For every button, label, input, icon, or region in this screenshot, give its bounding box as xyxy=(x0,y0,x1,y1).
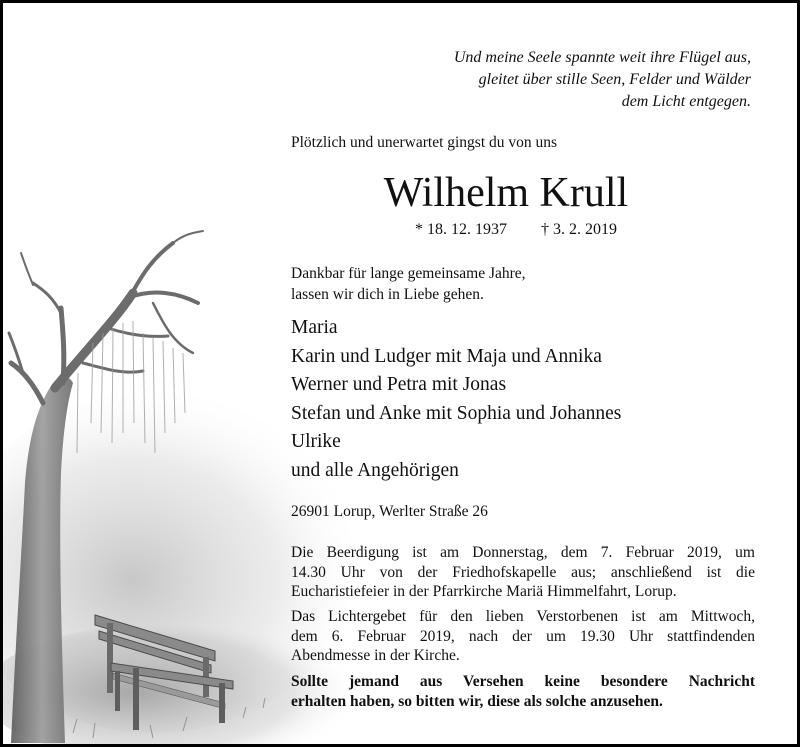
thanks-line: lassen wir dich in Liebe gehen. xyxy=(291,286,484,303)
poem-line: dem Licht entgegen. xyxy=(621,93,751,110)
funeral-line: Die Beerdigung ist am Donnerstag, dem 7. Februar 2019, um xyxy=(291,544,755,561)
family-member: Stefan und Anke mit Sophia und Johannes xyxy=(291,402,622,424)
family-member: Ulrike xyxy=(291,431,341,452)
funeral-line: Eucharistiefeier in der Pfarrkirche Mariä Himmelfahrt, Lorup. xyxy=(291,583,677,600)
prayer-line: dem 6. Februar 2019, nach der um 19.30 Uhr stattfindenden xyxy=(291,627,755,645)
family-list xyxy=(291,314,621,485)
notice-line: erhalten haben, so bitten wir, diese als solche anzusehen. xyxy=(291,692,663,710)
notice-line: Sollte jemand aus Versehen keine besondere Nachricht xyxy=(291,673,755,690)
thanks-line: Dankbar für lange gemeinsame Jahre, xyxy=(291,265,526,282)
prayer-line: Abendmesse in der Kirche. xyxy=(291,647,460,664)
funeral-line: 14.30 Uhr von der Friedhofskapelle aus; anschließend ist die xyxy=(291,563,755,581)
poem-line: gleitet über stille Seen, Felder und Wälder xyxy=(478,71,751,88)
prayer-info xyxy=(291,607,755,666)
family-member: Karin und Ludger mit Maja und Annika xyxy=(291,345,602,367)
funeral-info xyxy=(291,543,755,602)
deceased-name: Wilhelm Krull xyxy=(383,170,629,216)
family-member: und alle Angehörigen xyxy=(291,459,459,481)
birth-date: * 18. 12. 1937 xyxy=(415,221,507,238)
life-dates xyxy=(415,221,617,239)
poem-quote xyxy=(454,47,751,113)
death-date: † 3. 2. 2019 xyxy=(541,221,617,238)
thanks-text xyxy=(291,263,526,305)
family-member: Werner und Petra mit Jonas xyxy=(291,374,507,395)
family-address: 26901 Lorup, Werlter Straße 26 xyxy=(291,503,488,520)
family-member: Maria xyxy=(291,317,338,338)
poem-line: Und meine Seele spannte weit ihre Flügel aus, xyxy=(453,49,751,66)
intro-text: Plötzlich und unerwartet gingst du von uns xyxy=(291,134,558,151)
prayer-line: Das Lichtergebet für den lieben Verstorbenen ist am Mittwoch, xyxy=(291,608,755,625)
notice-info xyxy=(291,672,755,711)
